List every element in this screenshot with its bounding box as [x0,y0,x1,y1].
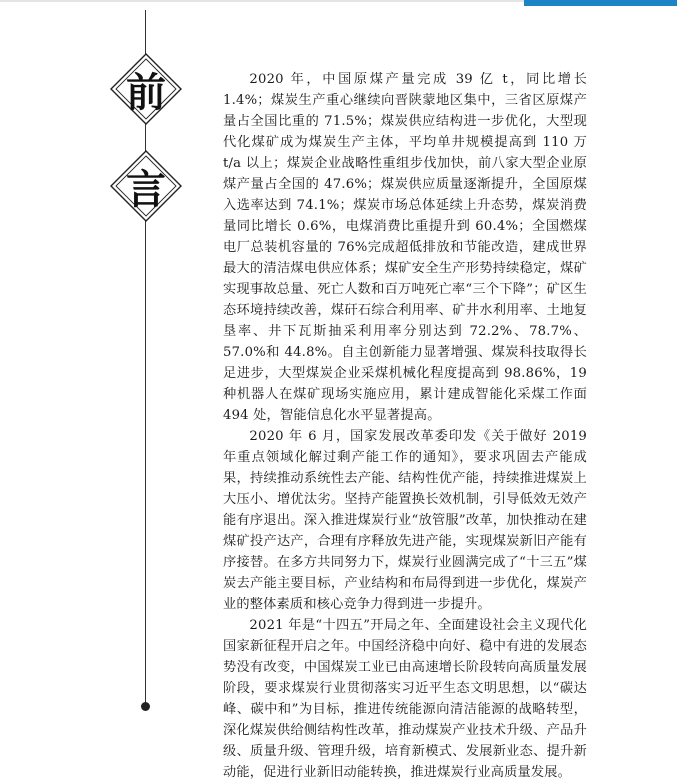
heading-char-2: 言 [126,166,166,213]
top-accent-bar [524,0,677,6]
vertical-rule-endpoint [141,702,150,711]
preface-body [223,69,587,783]
paragraph-3: 2021 年是“十四五”开局之年、全面建设社会主义现代化国家新征程开启之年。中国经济稳中向好、稳中有进的发展态势没有改变，中国煤炭工业已由高速增长阶段转向高质量发展阶段，要求煤炭行业贯彻落实习近平生态文明思想，以“碳达峰、碳中和”为目标，推进传统能源向清洁能源的战略转型，深化煤炭供给侧结构性改革，推动煤炭产业技术升级、产品升级、质量升级、管理升级，培育新模式、发展新业态、提升新动能，促进行业新旧动能转换，推进煤炭行业高质量发展。 [223,618,587,780]
heading-char-1: 前 [126,69,166,116]
heading-diamond-1 [110,53,182,125]
heading-diamond-2 [110,150,182,222]
paragraph-2: 2020 年 6 月，国家发展改革委印发《关于做好 2019 年重点领域化解过剩产能工作的通知》，要求巩固去产能成果，持续推动系统性去产能、结构性优产能，持续推进煤炭上大压小、增优汰劣。坚持产能置换长效机制，引导低效无效产能有序退出。深入推进煤炭行业“放管服”改革，加快推动在建煤矿投产达产，合理有序释放先进产能，实现煤炭新旧产能有序接替。在多方共同努力下，煤炭行业圆满完成了“十三五”煤炭去产能主要目标，产业结构和布局得到进一步优化，煤炭产业的整体素质和核心竞争力得到进一步提升。 [223,429,587,612]
paragraph-1: 2020 年，中国原煤产量完成 39 亿 t，同比增长 1.4%；煤炭生产重心继续向晋陕蒙地区集中，三省区原煤产量占全国比重的 71.5%；煤炭供应结构进一步优化，大型现代化煤矿成为煤炭生产主体，平均单井规模提高到 110 万 t/a 以上；煤炭企业战略性重组步伐加快，前八家大型企业原煤产量占全国的 47.6%；煤炭供应质量逐渐提升，全国原煤入选率达到 74.1%；煤炭市场总体延续上升态势，煤炭消费量同比增长 0.6%，电煤消费比重提升到 60.4%；全国燃煤电厂总装机容量的 76%完成超低排放和节能改造，建成世界最大的清洁煤电供应体系；煤矿安全生产形势持续稳定，煤矿实现事故总量、死亡人数和百万吨死亡率“三个下降”；矿区生态环境持续改善，煤矸石综合利用率、矿井水利用率、土地复垦率、井下瓦斯抽采利用率分别达到 72.2%、78.7%、57.0%和 44.8%。自主创新能力显著增强、煤炭科技取得长足进步，大型煤炭企业采煤机械化程度提高到 98.86%，19 种机器人在煤矿现场实施应用，累计建成智能化采煤工作面 494 处，智能信息化水平显著提高。 [223,72,587,423]
